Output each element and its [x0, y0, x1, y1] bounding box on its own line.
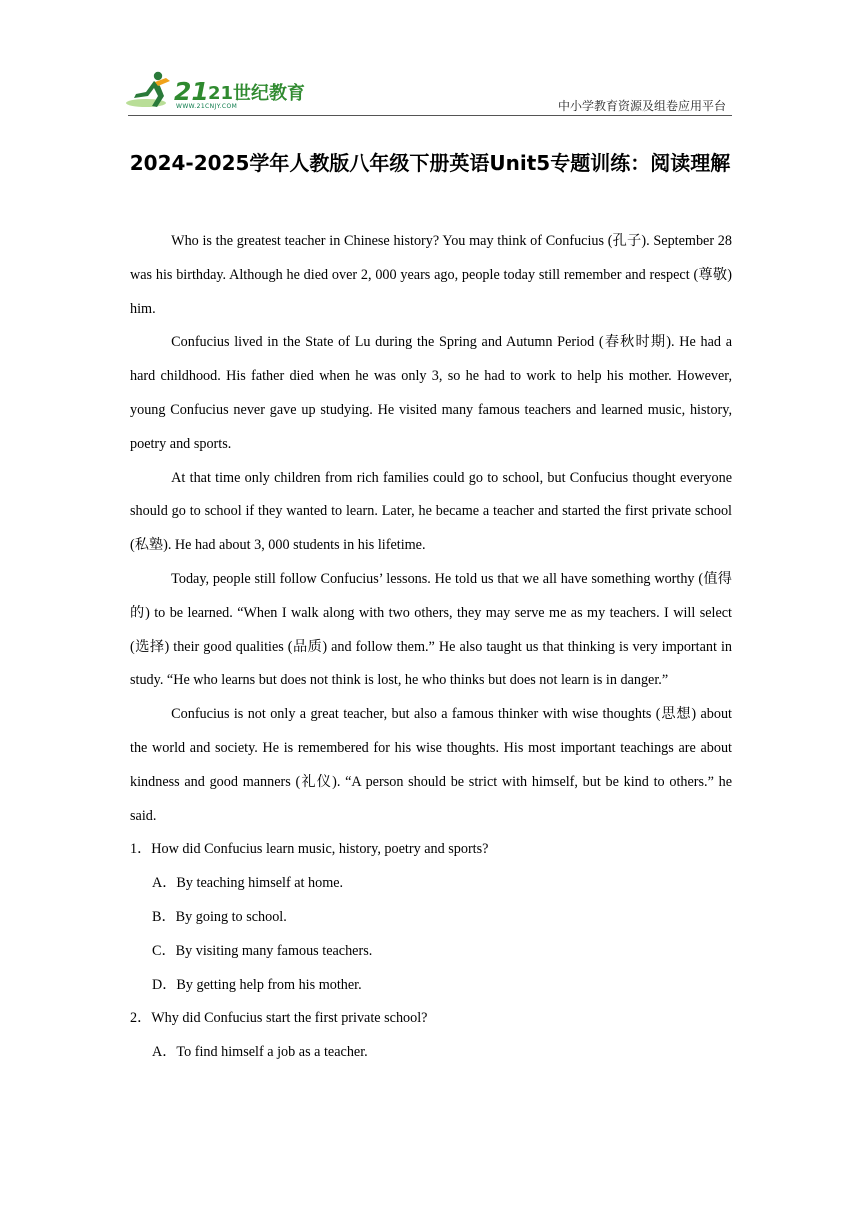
- platform-label: 中小学教育资源及组卷应用平台: [557, 99, 726, 113]
- site-url: WWW.21CNJY.COM: [176, 103, 238, 110]
- page-header: [0, 0, 860, 120]
- question-option: A．To find himself a job as a teacher.: [152, 1044, 368, 1061]
- question-option: C．By visiting many famous teachers.: [152, 942, 373, 959]
- question-stem: 2．Why did Confucius start the first private school?: [130, 1010, 428, 1027]
- question-stem: 1．How did Confucius learn music, history, poetry and sports?: [130, 841, 489, 858]
- passage-paragraph: Confucius lived in the State of Lu during the Spring and Autumn Period (春秋时期). He had a hard childhood. His father died when he was only 3, so he had to work to help his mother. However, young Confucius never gave up studying. He visited many famous teachers and learned music, history, poetry and sports.: [130, 334, 732, 452]
- passage-paragraph: Today, people still follow Confucius’ lessons. He told us that we all have something worthy (值得的) to be learned. “When I walk along with two others, they may serve me as my teachers. I will select (选择) their good qualities (品质) and follow them.” He also taught us that thinking is very important in study. “He who learns but does not think is lost, he who thinks but does not learn is in danger.”: [130, 570, 732, 689]
- page-title: 2024-2025学年人教版八年级下册英语Unit5专题训练：阅读理解: [129, 151, 731, 175]
- header-divider: [128, 115, 732, 116]
- question-option: D．By getting help from his mother.: [152, 976, 362, 993]
- logo-text: 21世纪教育: [208, 83, 306, 104]
- reading-content: [130, 225, 732, 1070]
- question-option: A．By teaching himself at home.: [152, 875, 344, 892]
- passage-paragraph: Who is the greatest teacher in Chinese history? You may think of Confucius (孔子). September 28 was his birthday. Although he died over 2, 000 years ago, people today still remember and respect (尊敬) him.: [130, 233, 732, 317]
- passage-paragraph: At that time only children from rich families could go to school, but Confucius thought everyone should go to school if they wanted to learn. Later, he became a teacher and started the first private school (私塾). He had about 3, 000 students in his lifetime.: [130, 469, 732, 554]
- question-option: B．By going to school.: [152, 908, 287, 925]
- passage-paragraph: Confucius is not only a great teacher, but also a famous thinker with wise thoughts (思想) about the world and society. He is remembered for his wise thoughts. His most important teachings are about kindness and good manners (礼仪). “A person should be strict with himself, but be kind to others.” he said.: [130, 706, 732, 824]
- svg-text:21: 21: [174, 77, 209, 106]
